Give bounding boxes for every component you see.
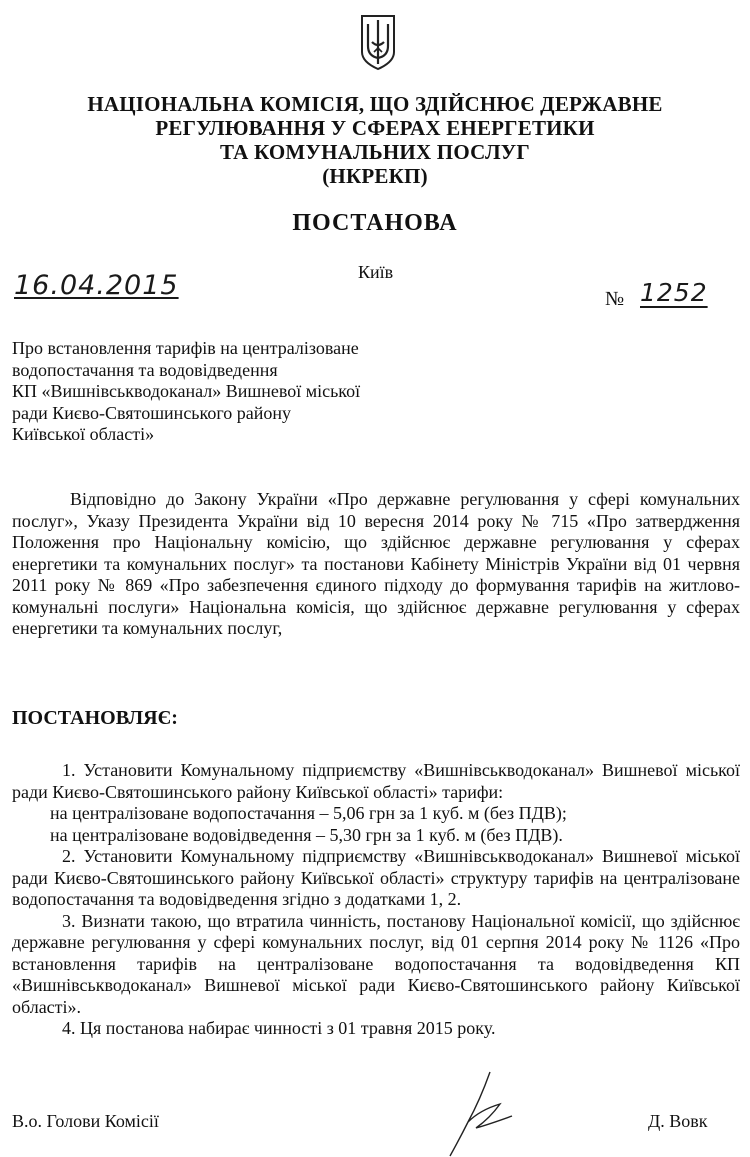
decree-subitem: на централізоване водовідведення – 5,30 грн за 1 куб. м (без ПДВ). [50, 824, 563, 845]
decree-item: 3. Визнати такою, що втратила чинність, постанову Національної комісії, що здійснює державне регулювання у сфері комунальних послуг, від 01 серпня 2014 року № 1126 «Про встановлення тарифів на централізоване водопостачання та водовідведення КП «Вишнівськводоканал» Вишневої міської ради Києво-Святошинського району Київської області». [12, 910, 740, 1017]
city: Київ [358, 262, 394, 282]
header-abbreviation: (НКРЕКП) [322, 164, 428, 188]
decree-items [12, 760, 740, 1040]
subject-line: Київської області» [12, 424, 155, 444]
subject-line: Про встановлення тарифів на централізоване [12, 338, 359, 358]
document-type-title: ПОСТАНОВА [292, 210, 458, 236]
commission-header [0, 92, 750, 188]
handwritten-signature-icon [420, 1070, 530, 1157]
header-line: ТА КОМУНАЛЬНИХ ПОСЛУГ [220, 140, 530, 164]
decree-item: 4. Ця постанова набирає чинності з 01 травня 2015 року. [62, 1018, 496, 1038]
signer-name: Д. Вовк [648, 1111, 708, 1131]
decree-subject [12, 338, 452, 446]
preamble-paragraph: Відповідно до Закону України «Про державне регулювання у сфері комунальних послуг», Указу Президента України від 10 вересня 2014 року № 715 «Про затвердження Положення про Національну комісію, що здійснює державне регулювання у сферах енергетики та комунальних послуг» та постанови Кабінету Міністрів України від 01 червня 2011 року № 869 «Про забезпечення єдиного підходу до формування тарифів на житлово-комунальні послуги» Національна комісія, що здійснює державне регулювання у сферах енергетики та комунальних послуг, [12, 489, 740, 638]
decree-subitem: на централізоване водопостачання – 5,06 грн за 1 куб. м (без ПДВ); [50, 803, 567, 823]
decree-heading: ПОСТАНОВЛЯЄ: [12, 707, 178, 729]
decree-item: 2. Установити Комунальному підприємству «Вишнівськводоканал» Вишневої міської ради Києво-Святошинського району Київської області» структуру тарифів на централізоване водопостачання та водовідведення згідно з додатками 1, 2. [12, 846, 740, 909]
handwritten-number: 1252 [640, 278, 708, 307]
number-label: № [605, 288, 625, 310]
trident-emblem-icon [358, 12, 398, 72]
subject-line: водопостачання та водовідведення [12, 359, 278, 380]
subject-line: КП «Вишнівськводоканал» Вишневої міської [12, 381, 361, 401]
header-line: НАЦІОНАЛЬНА КОМІСІЯ, ЩО ЗДІЙСНЮЄ ДЕРЖАВНЕ [87, 92, 663, 116]
decree-item: 1. Установити Комунальному підприємству «Вишнівськводоканал» Вишневої міської ради Києво-Святошинського району Київської області» тарифи: [12, 760, 740, 802]
handwritten-date: 16.04.2015 [14, 270, 179, 301]
subject-line: ради Києво-Святошинського району [12, 402, 292, 423]
header-line: РЕГУЛЮВАННЯ У СФЕРАХ ЕНЕРГЕТИКИ [155, 116, 595, 140]
signer-title: В.о. Голови Комісії [12, 1111, 159, 1131]
